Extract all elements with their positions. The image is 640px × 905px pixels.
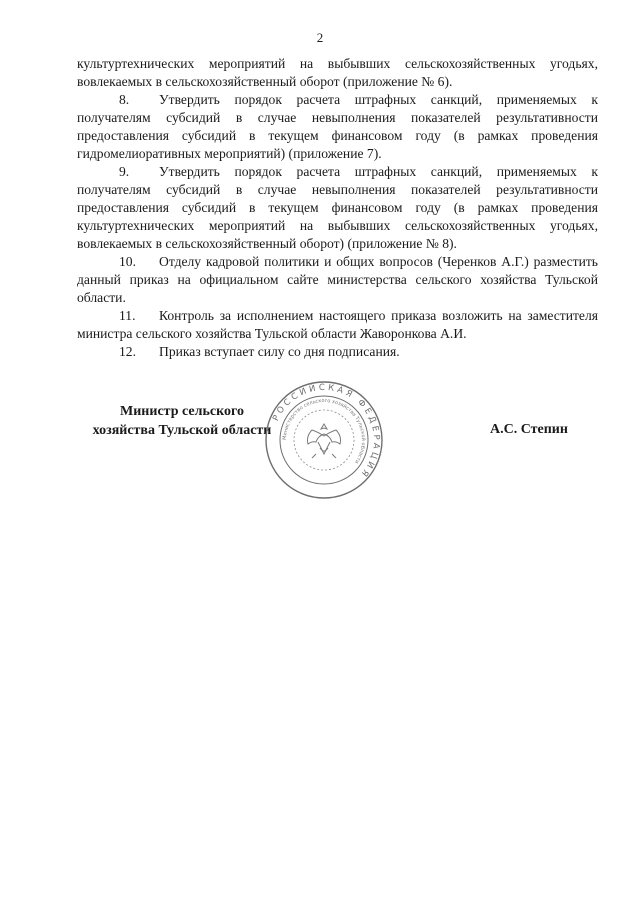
- paragraph-item-11: [77, 307, 598, 343]
- double-headed-eagle-emblem: [308, 424, 341, 458]
- paragraph-text: Отделу кадровой политики и общих вопросов (Черенков А.Г.) разместить данный приказ на официальном сайте министерства сельского хозяйства Тульской области.: [77, 254, 598, 305]
- signatory-title-line-1: Министр сельского: [120, 404, 244, 419]
- seal-inner-ring: [294, 410, 354, 470]
- document-body: [77, 55, 598, 361]
- seal-inner-text: Министерство сельского хозяйства Тульской области: [281, 397, 367, 465]
- paragraph-text: Приказ вступает силу со дня подписания.: [159, 344, 400, 359]
- paragraph-item-10: [77, 253, 598, 307]
- signature-block: [0, 382, 640, 498]
- paragraph-text: культуртехнических мероприятий на выбывших сельскохозяйственных угодьях, вовлекаемых в сельскохозяйственный оборот (приложение № 6).: [77, 56, 598, 89]
- signatory-name: А.С. Степин: [490, 422, 568, 437]
- paragraph-continuation: [77, 55, 598, 91]
- paragraph-number: 10.: [119, 254, 136, 269]
- paragraph-number: 12.: [119, 344, 136, 359]
- signatory-title: [82, 402, 282, 440]
- paragraph-number: 8.: [119, 92, 130, 107]
- official-seal-stamp: [262, 378, 386, 502]
- paragraph-text: Контроль за исполнением настоящего приказа возложить на заместителя министра сельского хозяйства Тульской области Жаворонкова А.И.: [77, 308, 598, 341]
- seal-outer-text: РОССИЙСКАЯ ФЕДЕРАЦИЯ: [271, 382, 382, 481]
- paragraph-item-9: [77, 163, 598, 253]
- paragraph-number: 9.: [119, 164, 130, 179]
- paragraph-number: 11.: [119, 308, 136, 323]
- page-number: 2: [316, 30, 324, 45]
- paragraph-text: Утвердить порядок расчета штрафных санкций, применяемых к получателям субсидий в случае невыполнения показателей результативности предоставления субсидий в текущем финансовом году (в рамках проведения гидромелиоративных мероприятий) (приложение 7).: [77, 92, 598, 161]
- paragraph-item-8: [77, 91, 598, 163]
- signatory-title-line-2: хозяйства Тульской области: [92, 423, 272, 438]
- seal-middle-ring: [280, 396, 368, 484]
- paragraph-item-12: [77, 343, 598, 361]
- paragraph-text: Утвердить порядок расчета штрафных санкций, применяемых к получателям субсидий в случае невыполнения показателей результативности предоставления субсидий в текущем финансовом году (в рамках проведения культуртехнических мероприятий на выбывших сельскохозяйственных угодьях, вовлекаемых в сельскохозяйственный оборот) (приложение № 8).: [77, 164, 598, 251]
